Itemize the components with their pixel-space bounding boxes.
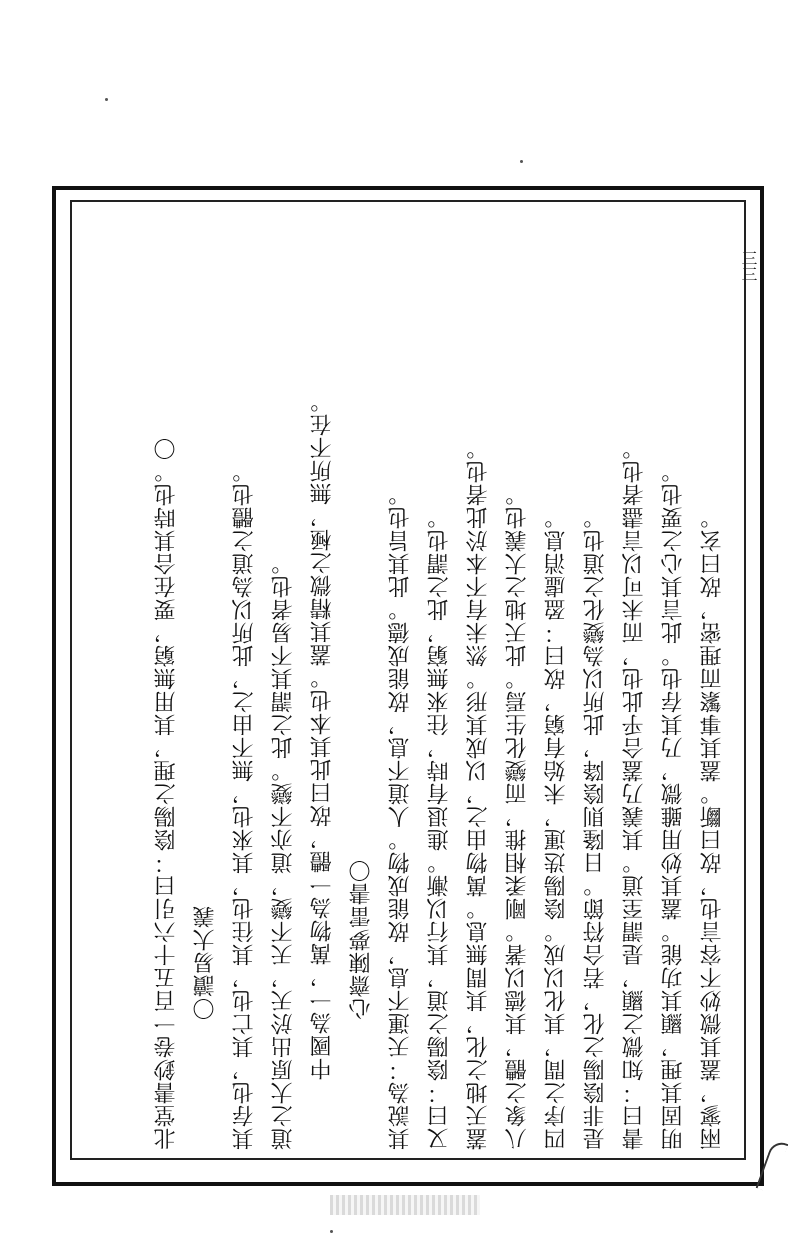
text-column: 中國為一，萬物為一體，故曰此其本也。蓋其精微之極，無所不在。 — [310, 390, 335, 1080]
text-column: 四序之間，其化以成。陰陽迭運，未始有窮，故曰：盈虛消息。 — [544, 506, 569, 1150]
text-column: 書曰：知微之顯，是謂至道。其義乃蓋合乎此也，而未可以言盡者也。 — [622, 437, 647, 1150]
text-column: 兩寥，蓋其微妙不容言也，故曰斷。蓋其事繁而理密，故曰玄。 — [700, 506, 725, 1150]
page-number: 三三 — [739, 250, 758, 282]
text-column: 心齋陳夢雷書〇 — [349, 859, 374, 1020]
text-column: 其說為：天運不息，故能成物。人道不息，故能成德。此其旨也。 — [388, 483, 413, 1150]
scan-stamp — [330, 1195, 480, 1215]
text-column: 〇讀易大義 — [193, 905, 218, 1020]
text-column: 蓋天地之化，其間無息。萬物由之，以成其形。然未有不本於此者也。 — [466, 437, 491, 1150]
text-column: 明固其理，顯其功能。蓋其妙用雖微，乃其存也。此言其心之要也。 — [661, 460, 686, 1150]
dust-speck — [105, 98, 108, 101]
text-column: 又曰：陰陽之道，其行以漸。進退有時，往來無窮，此之謂也。 — [427, 506, 452, 1150]
text-column: 北堂書鈔卷一百五十六引曰：陰陽之理，其用無窮，要在合其時也。〇 — [154, 437, 179, 1150]
dust-speck — [330, 1230, 333, 1233]
text-column: 八象之體，其德以著。剛柔相推，而變化生焉。此天地之大義也。 — [505, 483, 530, 1150]
text-column: 是非陰陽之化，若合符節。日隆則陰降，此所以為變化之道也。 — [583, 506, 608, 1150]
text-body — [80, 220, 728, 1150]
dust-speck — [520, 160, 523, 163]
text-column: 道之大原出於天，天不變，道亦不變。此之謂其不易者也。 — [271, 552, 296, 1150]
text-column: 其存也，其亡也，其往也，其來也，無不由之，此所以為道之體也。 — [232, 460, 257, 1150]
